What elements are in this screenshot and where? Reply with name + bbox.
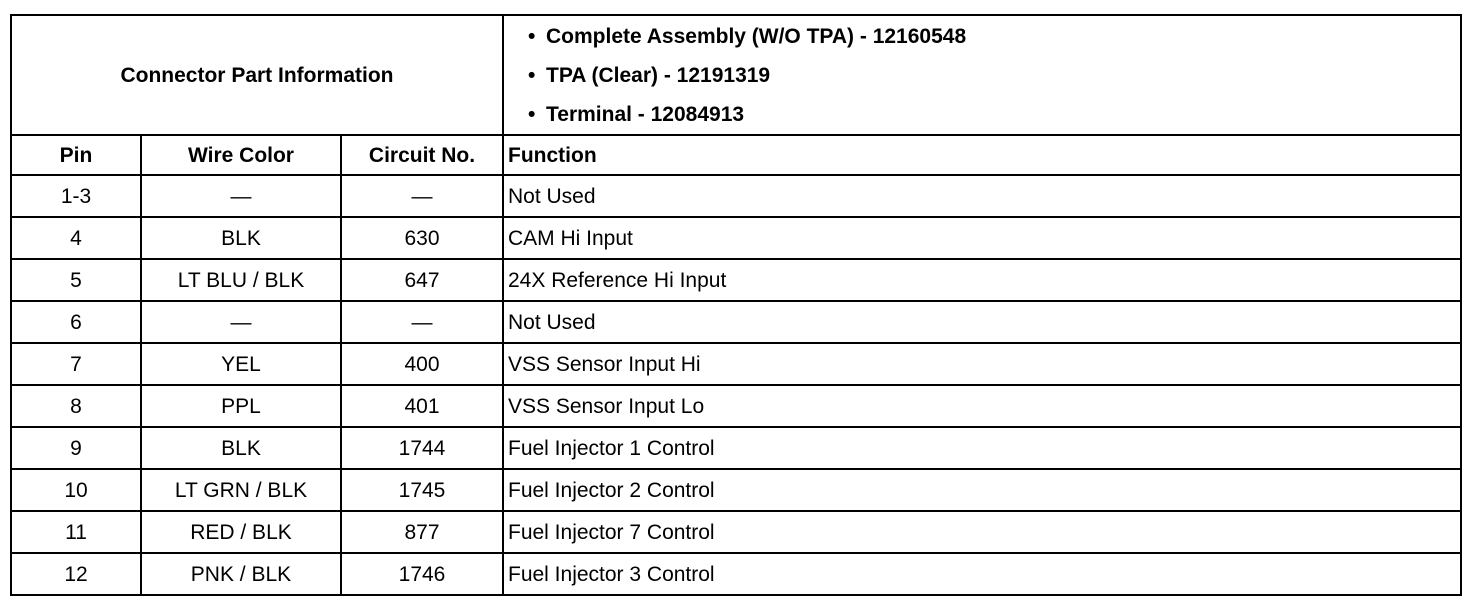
connector-table-sheet — [10, 14, 1460, 596]
pin-cell: 9 — [11, 427, 141, 469]
bullet-icon: • — [528, 24, 536, 48]
connector-info-item — [528, 17, 1460, 56]
function-cell: VSS Sensor Input Hi — [503, 343, 1461, 385]
table-row — [11, 343, 1461, 385]
bullet-icon: • — [528, 102, 536, 126]
connector-info-item — [528, 56, 1460, 95]
function-cell: Fuel Injector 7 Control — [503, 511, 1461, 553]
connector-info-text: Terminal - 12084913 — [546, 102, 745, 126]
header-circuit-no: Circuit No. — [341, 135, 503, 175]
wire-color-cell: BLK — [141, 427, 341, 469]
wire-color-cell: PPL — [141, 385, 341, 427]
circuit-no-cell: 877 — [341, 511, 503, 553]
circuit-no-cell: 647 — [341, 259, 503, 301]
table-row — [11, 385, 1461, 427]
function-cell: Not Used — [503, 301, 1461, 343]
circuit-no-cell: 1745 — [341, 469, 503, 511]
table-row — [11, 217, 1461, 259]
connector-info-list — [504, 17, 1460, 134]
circuit-no-cell: 1744 — [341, 427, 503, 469]
wire-color-cell: RED / BLK — [141, 511, 341, 553]
wire-color-cell: — — [141, 175, 341, 217]
table-row — [11, 301, 1461, 343]
circuit-no-cell: 1746 — [341, 553, 503, 595]
pin-cell: 1-3 — [11, 175, 141, 217]
pin-cell: 7 — [11, 343, 141, 385]
bullet-icon: • — [528, 63, 536, 87]
circuit-no-cell: 630 — [341, 217, 503, 259]
pin-cell: 8 — [11, 385, 141, 427]
pin-cell: 12 — [11, 553, 141, 595]
pin-cell: 6 — [11, 301, 141, 343]
circuit-no-cell: 400 — [341, 343, 503, 385]
wire-color-cell: PNK / BLK — [141, 553, 341, 595]
connector-info-item — [528, 95, 1460, 134]
wire-color-cell: LT GRN / BLK — [141, 469, 341, 511]
connector-info-row — [11, 15, 1461, 135]
table-row — [11, 427, 1461, 469]
connector-info-text: TPA (Clear) - 12191319 — [546, 63, 771, 87]
function-cell: Fuel Injector 1 Control — [503, 427, 1461, 469]
function-cell: Fuel Injector 2 Control — [503, 469, 1461, 511]
pin-cell: 10 — [11, 469, 141, 511]
header-wire-color: Wire Color — [141, 135, 341, 175]
table-row — [11, 259, 1461, 301]
connector-table — [10, 14, 1462, 596]
connector-info-text: Complete Assembly (W/O TPA) - 12160548 — [546, 24, 967, 48]
header-pin: Pin — [11, 135, 141, 175]
function-cell: 24X Reference Hi Input — [503, 259, 1461, 301]
circuit-no-cell: — — [341, 301, 503, 343]
function-cell: CAM Hi Input — [503, 217, 1461, 259]
connector-info-title: Connector Part Information — [11, 15, 503, 135]
pin-cell: 5 — [11, 259, 141, 301]
circuit-no-cell: — — [341, 175, 503, 217]
table-header-row — [11, 135, 1461, 175]
circuit-no-cell: 401 — [341, 385, 503, 427]
wire-color-cell: YEL — [141, 343, 341, 385]
function-cell: Fuel Injector 3 Control — [503, 553, 1461, 595]
function-cell: VSS Sensor Input Lo — [503, 385, 1461, 427]
table-row — [11, 469, 1461, 511]
wire-color-cell: — — [141, 301, 341, 343]
function-cell: Not Used — [503, 175, 1461, 217]
pin-cell: 11 — [11, 511, 141, 553]
wire-color-cell: BLK — [141, 217, 341, 259]
table-row — [11, 511, 1461, 553]
connector-info-cell — [503, 15, 1461, 135]
header-function: Function — [503, 135, 1461, 175]
pin-cell: 4 — [11, 217, 141, 259]
table-row — [11, 553, 1461, 595]
table-row — [11, 175, 1461, 217]
wire-color-cell: LT BLU / BLK — [141, 259, 341, 301]
